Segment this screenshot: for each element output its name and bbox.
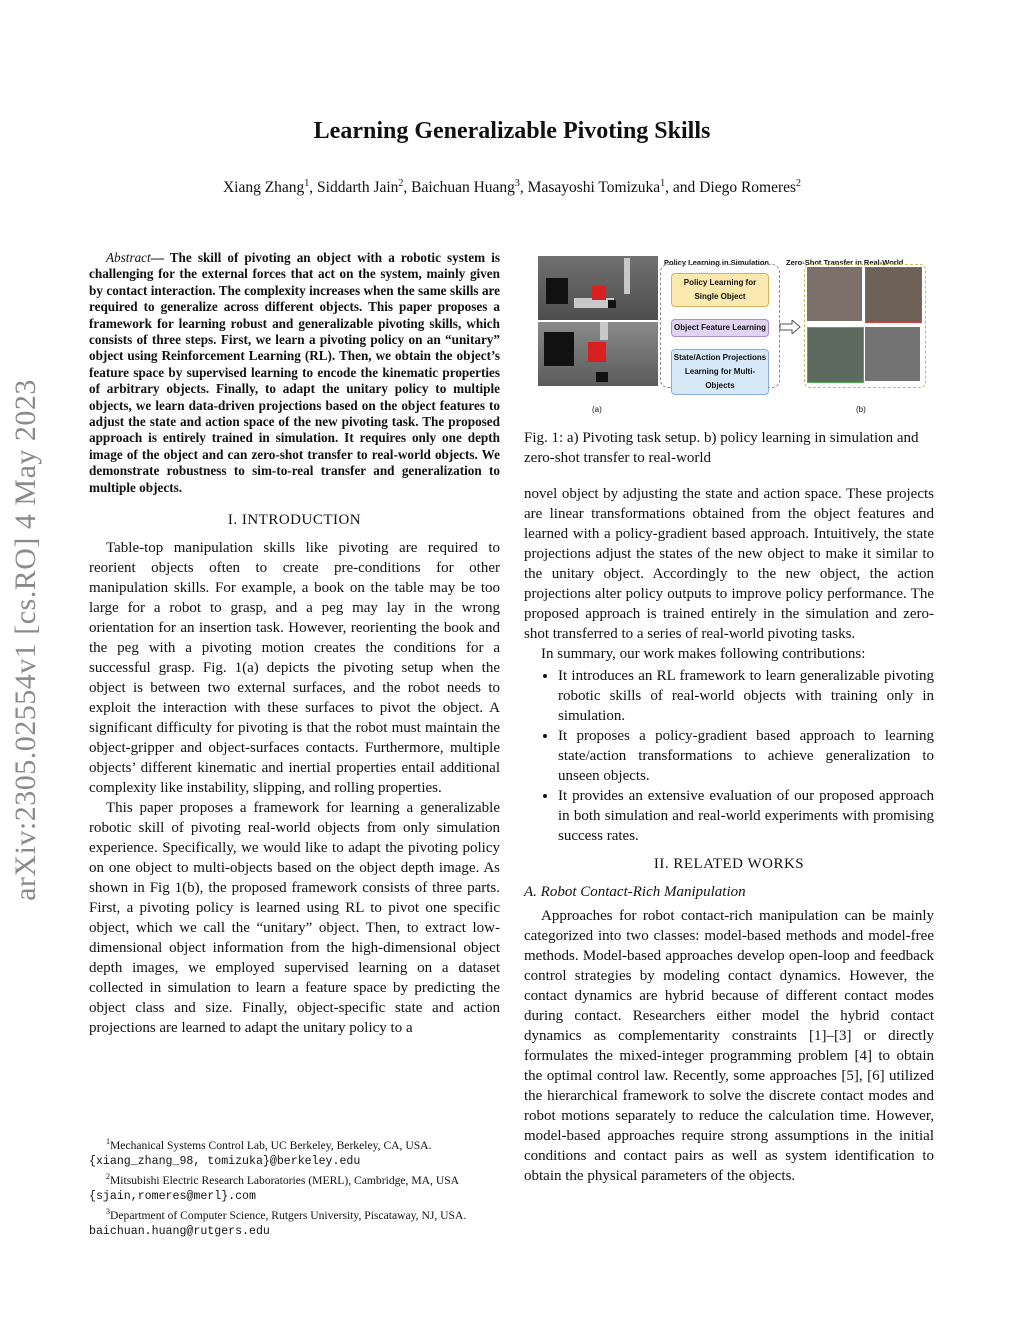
author-separator: , (309, 179, 318, 197)
intro-paragraph-2-continued: novel object by adjusting the state and action space. These projects are linear transformations obtained from the object features and learned with a policy-gradient based approach. Intuitively, the state projections adjust the states of the new object to make it similar to the unitary object. Accordingly to the new object, the action projections alter policy outputs to improve policy performance. The proposed approach is trained entirely in the simulation and zero-shot transferred to a series of real-world pivoting tasks. (524, 486, 934, 642)
policy-learning-line-2: Single Object (694, 292, 746, 301)
figure-caption: Fig. 1: a) Pivoting task setup. b) policy learning in simulation and zero-shot transfer to real-world (524, 430, 919, 466)
transfer-arrow-icon (779, 320, 801, 334)
author-affiliation: 3 (514, 178, 520, 189)
author-affiliation: 2 (796, 178, 802, 189)
real-world-photos (804, 264, 926, 388)
footnote-mark: 1 (106, 1137, 110, 1146)
section-heading-related-works: II. RELATED WORKS (653, 856, 805, 872)
projection-learning-box (671, 349, 769, 395)
abstract-label: Abstract (106, 250, 151, 265)
setup-photo-top (538, 256, 658, 320)
feature-learning-box: Object Feature Learning (671, 319, 769, 337)
arxiv-side-label (6, 345, 46, 935)
figure-1 (524, 250, 934, 418)
author-name: Masayoshi Tomizuka (527, 179, 661, 197)
footnote-mark: 2 (106, 1171, 110, 1181)
setup-photo-bottom (538, 322, 658, 386)
real-photo-3 (807, 327, 864, 383)
abstract (89, 250, 500, 496)
intro-paragraph-1: Table-top manipulation skills like pivoting are required to reorient objects often to create pre-conditions for other manipulation skills. For example, a book on the table may be too large for a robot to grasp, and a peg may lay in the wrong orientation for an insertion task. However, reorienting the book and the peg with a pivoting motion creates the conditions for a successful grasp. Fig. 1(a) depicts the pivoting setup when the object is between two external surfaces, and the robot needs to exploit the interaction with these surfaces to pivot the object. A significant difficulty for pivoting is that the robot must maintain the object-gripper and object-surfaces contacts. Furthermore, multiple objects’ different kinematic and inertial properties entail additional complexity like instability, slipping, and rolling properties. (89, 540, 500, 797)
intro-paragraph-2: This paper proposes a framework for learning a generalizable robotic skill of pivoting real-world objects from only simulation experience. Specifically, we would like to adapt the pivoting policy on one object to multi-objects based on the object depth image. As shown in Fig 1(b), the proposed framework consists of three parts. First, a pivoting policy is learned using RL to pivot one specific object, which we call the “unitary” object. Then, to extract low-dimensional object information from the high-dimensional object depth images, we employed supervised learning on a dataset collected in simulation to learn a feature space by predicting the object class and size. Finally, object-specific state and action projections are learned to adapt the unitary policy to a (89, 800, 500, 1037)
section-heading-introduction: I. INTRODUCTION (227, 512, 362, 529)
footnote-1 (89, 1134, 500, 1169)
author-name: Diego Romeres (699, 179, 797, 197)
policy-learning-box (671, 273, 769, 307)
author-list (0, 178, 1024, 197)
footnote-email: {xiang_zhang_98, tomizuka}@berkeley.edu (89, 1154, 361, 1168)
author-affiliation: 1 (660, 178, 666, 189)
footnote-email: baichuan.huang@rutgers.edu (89, 1224, 270, 1238)
abstract-dash: — (150, 250, 170, 265)
figure-heading-real-world: Zero-Shot Transfer in Real-World (786, 258, 904, 267)
list-item: • It proposes a policy-gradient based approach to learning state/action transformations to achieve generalization to unseen objects. (558, 726, 934, 786)
subfigure-label-b: (b) (856, 405, 866, 414)
footnotes (89, 1134, 500, 1239)
down-arrow-icon (713, 309, 725, 315)
author-separator: , (403, 179, 412, 197)
real-photo-1 (807, 267, 862, 321)
author-name: Siddarth Jain (317, 179, 399, 197)
paper-title: Learning Generalizable Pivoting Skills (313, 118, 711, 144)
footnote-text: Department of Computer Science, Rutgers University, Piscataway, NJ, USA. (110, 1208, 467, 1222)
footnote-email: {sjain,romeres@merl}.com (89, 1189, 256, 1203)
subsection-heading: A. Robot Contact-Rich Manipulation (524, 884, 746, 900)
author-affiliation: 2 (398, 178, 404, 189)
simulation-pipeline (660, 264, 780, 388)
figure-heading-simulation: Policy Learning in Simulation (664, 258, 770, 267)
author-separator: , and (665, 179, 700, 197)
author-separator: , (519, 179, 528, 197)
real-photo-2 (865, 267, 922, 323)
footnote-3 (89, 1204, 500, 1239)
footnote-text: Mitsubishi Electric Research Laboratories (MERL), Cambridge, MA, USA (110, 1173, 459, 1187)
abstract-text: The skill of pivoting an object with a robotic system is challenging for the external forces that act on the system, mainly given by contact interaction. The complexity increases when the same skills are required to generalize across different objects. This paper proposes a framework for learning robust and generalizable pivoting skills, which consists of three steps. First, we learn a pivoting policy on an “unitary” object using Reinforcement Learning (RL). Then, we obtain the object’s feature space by supervised learning to encode the kinematic properties of arbitrary objects. Finally, to adapt the unitary policy to multiple objects, we learn data-driven projections based on the object features to adjust the state and action space of the new pivoting task. The proposed approach is entirely trained in simulation. It requires only one depth image of the object and can zero-shot transfer to real-world objects. We demonstrate robustness to sim-to-real transfer and generalization to multiple objects. (89, 250, 500, 495)
projection-line-1: State/Action Projections (673, 353, 767, 362)
projection-line-2: Learning for Multi-Objects (684, 367, 756, 390)
contributions-list (524, 666, 934, 846)
list-item: • It introduces an RL framework to learn generalizable pivoting robotic skills of real-world objects with training only in simulation. (558, 666, 934, 726)
author-name: Baichuan Huang (411, 179, 515, 197)
contributions-lead: In summary, our work makes following contributions: (541, 646, 866, 662)
author-name: Xiang Zhang (222, 179, 305, 197)
footnote-2 (89, 1169, 500, 1204)
real-photo-4 (865, 327, 920, 381)
subfigure-label-a: (a) (592, 405, 602, 414)
down-arrow-icon (713, 339, 725, 345)
footnote-mark: 3 (106, 1206, 110, 1216)
left-column (89, 250, 500, 1038)
related-paragraph-1: Approaches for robot contact-rich manipulation can be mainly categorized into two classes: model-based methods and model-free methods. Model-based approaches develop open-loop and feedback control strategies by modeling contact dynamics. However, the contact dynamics are hybrid because of different contact modes during contact. Researchers either model the hybrid contact dynamics as complementarity constraints [1]–[3] or directly formulates the mixed-integer programming problem [4] to obtain the optimal control law. Recently, some approaches [5], [6] utilized the hierarchical framework to solve the discrete contact modes and robot motions separately to reduce the calculation time. However, model-based approaches require strong assumptions in the initial conditions and contact pairs as well as system identification to obtain the physical parameters of the objects. (524, 908, 934, 1184)
policy-learning-line-1: Policy Learning for (683, 278, 757, 287)
arxiv-id: arXiv:2305.02554v1 [cs.RO] 4 May 2023 (9, 379, 42, 901)
right-column (524, 250, 934, 1186)
footnote-text: Mechanical Systems Control Lab, UC Berkeley, Berkeley, CA, USA. (110, 1138, 432, 1152)
author-affiliation: 1 (304, 178, 310, 189)
list-item: • It provides an extensive evaluation of our proposed approach in both simulation and real-world experiments with promising success rates. (558, 786, 934, 846)
